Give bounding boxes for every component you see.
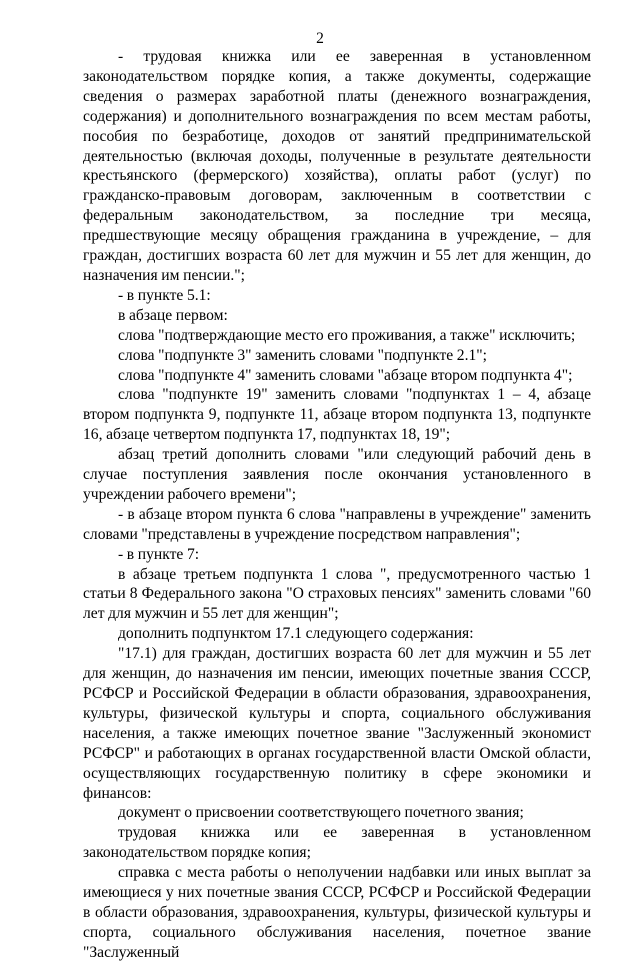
paragraph-labor-book-income-docs: - трудовая книжка или ее заверенная в установленном законодательством порядке копия, а также документы, содержащие сведения о размерах заработной платы (денежного вознаграждения, содержания) и дополнительного вознаграждения по всем местам работы, пособия по безработице, доходов от занятий предпринимательской деятельностью (включая доходы, полученные в результате деятельности крестьянского (фермерского) хозяйства), оплаты работ (услуг) по гражданско-правовым договорам, заключенным в соответствии с федеральным законодательством, за последние три месяца, предшествующие месяцу обращения гражданина в учреждение, – для граждан, достигших возраста 60 лет для мужчин и 55 лет для женщин, до назначения им пенсии.";: [83, 48, 591, 284]
paragraph-point-7: - в пункте 7:: [118, 545, 200, 563]
paragraph-labor-book-copy: трудовая книжка или ее заверенная в установленном законодательством порядке копия;: [83, 824, 591, 862]
page-number: 2: [316, 30, 324, 47]
paragraph-replace-subpoint-3: слова "подпункте 3" заменить словами "подпункте 2.1";: [118, 346, 487, 364]
paragraph-honorary-title-doc: документ о присвоении соответствующего почетного звания;: [118, 804, 524, 822]
paragraph-point-6: - в абзаце втором пункта 6 слова "направлены в учреждение" заменить словами "представлены в учреждение посредством направления";: [83, 505, 591, 543]
paragraph-employer-certificate: справка с места работы о неполучении надбавки или иных выплат за имеющиеся у них почетные звания СССР, РСФСР и Российской Федерации в области образования, здравоохранения, культуры, физической культуры и спорта, социального обслуживания населения, почетное звание "Заслуженный: [83, 864, 591, 961]
paragraph-point-5-1: - в пункте 5.1:: [118, 286, 211, 304]
paragraph-replace-subpoint-4: слова "подпункте 4" заменить словами "абзаце втором подпункта 4";: [118, 366, 573, 384]
paragraph-first-abzac: в абзаце первом:: [118, 306, 228, 324]
paragraph-exclude-residence: слова "подтверждающие место его проживания, а также" исключить;: [118, 326, 576, 344]
paragraph-subpoint-1-third-abzac: в абзаце третьем подпункта 1 слова ", предусмотренного частью 1 статьи 8 Федерального закона "О страховых пенсиях" заменить словами "60 лет для мужчин и 55 лет для женщин";: [83, 565, 591, 623]
document-body: [83, 47, 591, 963]
paragraph-add-subpoint-17-1: дополнить подпунктом 17.1 следующего содержания:: [118, 625, 474, 643]
paragraph-replace-subpoint-19: слова "подпункте 19" заменить словами "подпунктах 1 – 4, абзаце втором подпункта 9, подпункте 11, абзаце втором подпункта 13, подпункте 16, абзаце четвертом подпункта 17, подпунктах 18, 19";: [83, 386, 591, 444]
paragraph-third-abzac-addition: абзац третий дополнить словами "или следующий рабочий день в случае поступления заявления после окончания установленного в учреждении рабочего времени";: [83, 446, 591, 503]
paragraph-subpoint-17-1: "17.1) для граждан, достигших возраста 60 лет для мужчин и 55 лет для женщин, до назначения им пенсии, имеющих почетные звания СССР, РСФСР и Российской Федерации в области образования, здравоохранения, культуры, физической культуры и спорта, социального обслуживания населения, а также имеющих почетное звание "Заслуженный экономист РСФСР" и работающих в органах государственной власти Омской области, осуществляющих государственную политику в сфере экономики и финансов:: [83, 645, 591, 802]
